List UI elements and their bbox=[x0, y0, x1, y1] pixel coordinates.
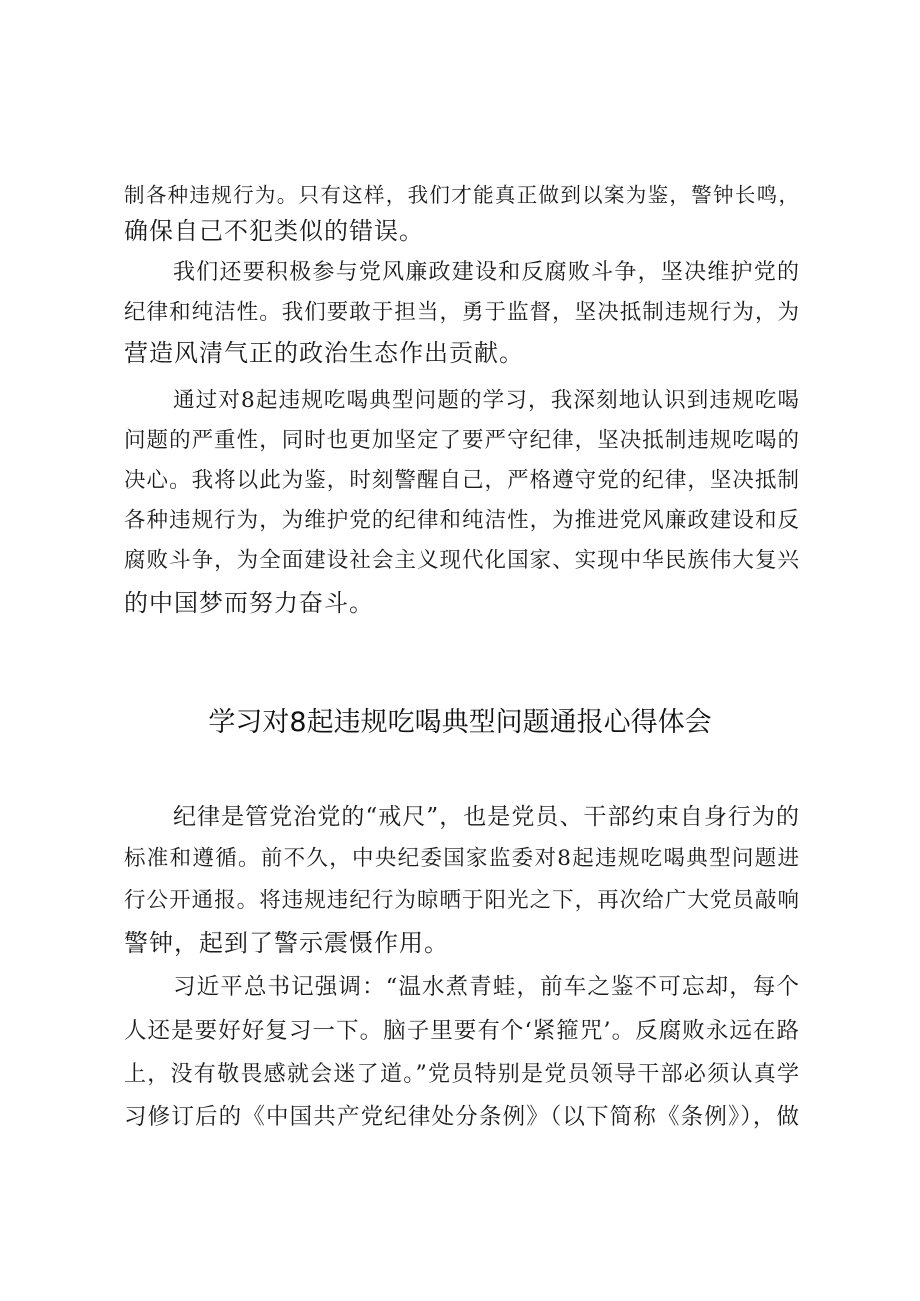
paragraph-line: 营造风清气正的政治生态作出贡献。 bbox=[124, 339, 524, 367]
paragraph-line: 人还是要好好复习一下。脑子里要有个‘紧箍咒’。反腐败永远在路 bbox=[124, 1018, 800, 1044]
paragraph-line: 各种违规行为，为维护党的纪律和纯洁性，为推进党风廉政建设和反 bbox=[124, 508, 800, 533]
paragraph-line: 纪律和纯洁性。我们要敢于担当，勇于监督，坚决抵制违规行为，为 bbox=[124, 300, 800, 325]
paragraph-line: 腐败斗争，为全面建设社会主义现代化国家、实现中华民族伟大复兴 bbox=[124, 548, 800, 573]
paragraph-line: 习近平总书记强调：“温水煮青蛙，前车之鉴不可忘却，每个 bbox=[173, 974, 800, 1000]
paragraph-line: 上，没有敬畏感就会迷了道。”党员特别是党员领导干部必须认真学 bbox=[124, 1062, 800, 1087]
paragraph-line: 标准和遵循。前不久，中央纪委国家监委对8起违规吃喝典型问题进 bbox=[124, 846, 800, 871]
paragraph-line: 制各种违规行为。只有这样，我们才能真正做到以案为鉴，警钟长鸣， bbox=[124, 183, 800, 207]
paragraph-line: 警钟，起到了警示震慑作用。 bbox=[124, 929, 449, 957]
paragraph-line: 问题的严重性，同时也更加坚定了要严守纪律，坚决抵制违规吃喝的 bbox=[124, 428, 800, 453]
paragraph-line: 纪律是管党治党的“戒尺”，也是党员、干部约束自身行为的 bbox=[173, 804, 800, 830]
paragraph-line: 的中国梦而努力奋斗。 bbox=[124, 589, 374, 617]
paragraph-line: 我们还要积极参与党风廉政建设和反腐败斗争，坚决维护党的 bbox=[173, 260, 800, 285]
paragraph-line: 通过对8起违规吃喝典型问题的学习，我深刻地认识到违规吃喝 bbox=[173, 388, 800, 413]
document-title: 学习对8起违规吃喝典型问题通报心得体会 bbox=[208, 707, 712, 738]
paragraph-line: 习修订后的《中国共产党纪律处分条例》（以下简称《条例》），做 bbox=[124, 1104, 800, 1130]
paragraph-line: 行公开通报。将违规违纪行为晾晒于阳光之下，再次给广大党员敲响 bbox=[124, 888, 800, 913]
paragraph-line: 决心。我将以此为鉴，时刻警醒自己，严格遵守党的纪律，坚决抵制 bbox=[124, 468, 800, 493]
paragraph-line: 确保自己不犯类似的错误。 bbox=[124, 217, 424, 245]
